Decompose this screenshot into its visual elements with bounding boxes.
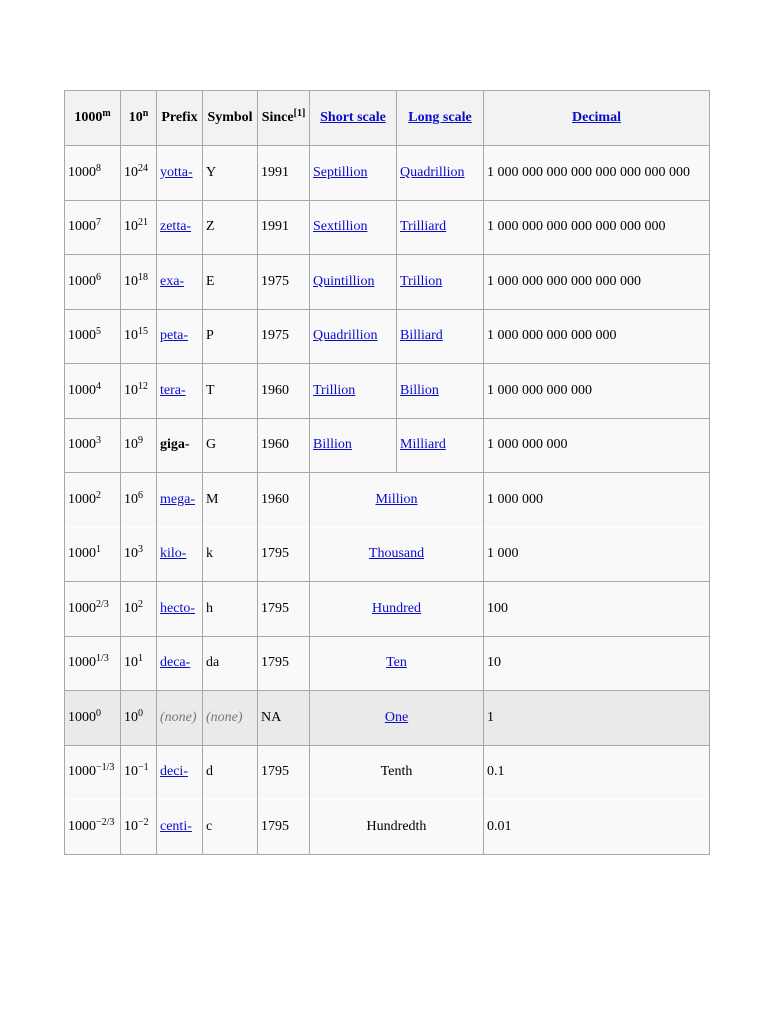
decimal-cell: 1 000 000 000 (484, 418, 710, 473)
power-10-cell: $10^{15}$ (121, 309, 157, 364)
power-10-cell: $10^{24}$ (121, 146, 157, 201)
short-scale-name-link[interactable]: Quadrillion (313, 328, 378, 344)
power-10-cell: $10^{21}$ (121, 200, 157, 255)
prefix-link[interactable]: hecto- (160, 600, 195, 616)
prefix-link[interactable]: exa- (160, 273, 185, 289)
prefix-cell: giga- (157, 418, 203, 473)
symbol-cell: E (203, 255, 258, 310)
since-cell: 1795 (258, 800, 310, 855)
power-10-cell: $10^6$ (121, 473, 157, 528)
prefix-link[interactable]: mega- (160, 491, 195, 507)
power-10-cell: $10^1$ (121, 636, 157, 691)
prefix-link[interactable]: yotta- (160, 164, 193, 180)
table-row (65, 582, 710, 637)
short-scale-cell (310, 418, 397, 473)
since-cell: 1795 (258, 582, 310, 637)
since-cell: 1795 (258, 527, 310, 582)
table-row (65, 364, 710, 419)
power-1000-cell: 1000$^8$ (65, 146, 121, 201)
symbol-cell: (none) (203, 691, 258, 746)
symbol-cell: c (203, 800, 258, 855)
power-1000-cell: $1000^{-1/3}$ (65, 745, 121, 800)
power-1000-cell: 1000$^3$ (65, 418, 121, 473)
power-10-cell: $10^2$ (121, 582, 157, 637)
header-row (65, 91, 710, 146)
since-cell: 1991 (258, 146, 310, 201)
header-short-scale (310, 91, 397, 146)
since-cell: 1960 (258, 364, 310, 419)
short-scale-name-link[interactable]: Quintillion (313, 273, 375, 289)
power-1000-cell: 1000$^5$ (65, 309, 121, 364)
decimal-cell: 10 (484, 636, 710, 691)
decimal-cell: 0.01 (484, 800, 710, 855)
prefix-cell (157, 745, 203, 800)
header-10n: 10$^n$ (121, 91, 157, 146)
long-scale-cell (397, 418, 484, 473)
power-10-cell: $10^{12}$ (121, 364, 157, 419)
long-scale-cell (397, 146, 484, 201)
table-row-highlighted (65, 691, 710, 746)
since-cell: 1795 (258, 636, 310, 691)
prefix-cell: (none) (157, 691, 203, 746)
since-cell: 1960 (258, 473, 310, 528)
long-scale-cell (397, 200, 484, 255)
short-scale-cell (310, 255, 397, 310)
decimal-cell: 1 000 000 000 000 000 000 000 000 (484, 146, 710, 201)
header-prefix: Prefix (157, 91, 203, 146)
scale-name-link[interactable]: Ten (386, 655, 407, 671)
decimal-cell: 1 000 000 000 000 000 (484, 309, 710, 364)
table-row (65, 146, 710, 201)
table-row (65, 200, 710, 255)
scale-name-cell: Tenth (310, 745, 484, 800)
scale-name-cell: Hundredth (310, 800, 484, 855)
long-scale-cell (397, 309, 484, 364)
scale-name-link[interactable]: One (384, 709, 409, 725)
power-1000-cell: $1000^{2/3}$ (65, 582, 121, 637)
scale-name-link[interactable]: Million (375, 491, 418, 507)
prefix-link[interactable]: centi- (160, 818, 192, 834)
prefix-link[interactable]: kilo- (160, 546, 187, 562)
prefix-link[interactable]: tera- (160, 382, 186, 398)
power-1000-cell: $1000^{-2/3}$ (65, 800, 121, 855)
long-scale-name-link[interactable]: Milliard (400, 437, 446, 453)
power-10-cell: $10^3$ (121, 527, 157, 582)
decimal-cell: 100 (484, 582, 710, 637)
symbol-cell: d (203, 745, 258, 800)
since-cell: 1975 (258, 309, 310, 364)
power-10-cell: $10^9$ (121, 418, 157, 473)
long-scale-cell (397, 364, 484, 419)
long-scale-name-link[interactable]: Billiard (400, 328, 443, 344)
symbol-cell: k (203, 527, 258, 582)
since-cell: 1991 (258, 200, 310, 255)
prefix-cell (157, 146, 203, 201)
short-scale-cell (310, 309, 397, 364)
prefix-cell (157, 800, 203, 855)
power-1000-cell: 1000$^2$ (65, 473, 121, 528)
short-scale-name-link[interactable]: Septillion (313, 164, 368, 180)
table-row (65, 800, 710, 855)
prefix-cell (157, 309, 203, 364)
scale-name-link[interactable]: Hundred (372, 600, 421, 616)
table-row (65, 473, 710, 528)
decimal-cell: 0.1 (484, 745, 710, 800)
table-row (65, 636, 710, 691)
short-scale-name-link[interactable]: Billion (313, 437, 352, 453)
prefix-link[interactable]: peta- (160, 328, 188, 344)
decimal-cell: 1 000 (484, 527, 710, 582)
symbol-cell: da (203, 636, 258, 691)
short-scale-cell (310, 200, 397, 255)
since-cell: 1795 (258, 745, 310, 800)
table-row (65, 745, 710, 800)
prefix-cell (157, 636, 203, 691)
power-10-cell: $10^{-1}$ (121, 745, 157, 800)
power-10-cell: $10^{18}$ (121, 255, 157, 310)
long-scale-cell (397, 255, 484, 310)
short-scale-name-link[interactable]: Trillion (313, 382, 356, 398)
power-1000-cell: $1000^{1/3}$ (65, 636, 121, 691)
scale-name-cell (310, 473, 484, 528)
long-scale-name-link[interactable]: Trillion (400, 273, 443, 289)
symbol-cell: T (203, 364, 258, 419)
prefix-cell (157, 582, 203, 637)
decimal-cell: 1 000 000 000 000 000 000 000 (484, 200, 710, 255)
prefix-link[interactable]: deca- (160, 655, 191, 671)
decimal-cell: 1 000 000 000 000 (484, 364, 710, 419)
symbol-cell: Y (203, 146, 258, 201)
since-cell: NA (258, 691, 310, 746)
decimal-cell: 1 000 000 (484, 473, 710, 528)
prefix-link[interactable]: deci- (160, 764, 188, 780)
header-symbol: Symbol (203, 91, 258, 146)
long-scale-name-link[interactable]: Quadrillion (400, 164, 465, 180)
scale-name-link[interactable]: Thousand (368, 546, 425, 562)
decimal-link[interactable]: Decimal (572, 110, 621, 125)
decimal-cell: 1 000 000 000 000 000 000 (484, 255, 710, 310)
since-cell: 1975 (258, 255, 310, 310)
prefix-cell (157, 527, 203, 582)
power-1000-cell: 1000$^6$ (65, 255, 121, 310)
table-row (65, 255, 710, 310)
power-1000-cell: 1000$^1$ (65, 527, 121, 582)
short-scale-cell (310, 146, 397, 201)
prefix-cell (157, 200, 203, 255)
si-prefix-table (64, 90, 710, 855)
power-1000-cell: 1000$^7$ (65, 200, 121, 255)
power-1000-cell: 1000$^0$ (65, 691, 121, 746)
header-1000m: 1000$^m$ (65, 91, 121, 146)
symbol-cell: P (203, 309, 258, 364)
prefix-cell (157, 255, 203, 310)
power-10-cell: $10^0$ (121, 691, 157, 746)
prefix-cell (157, 473, 203, 528)
short-scale-cell (310, 364, 397, 419)
symbol-cell: h (203, 582, 258, 637)
prefix-link[interactable]: zetta- (160, 219, 192, 235)
table-row (65, 418, 710, 473)
scale-name-cell (310, 582, 484, 637)
power-1000-cell: 1000$^4$ (65, 364, 121, 419)
header-decimal (484, 91, 710, 146)
since-cell: 1960 (258, 418, 310, 473)
header-since: Since[1] (258, 91, 310, 146)
symbol-cell: Z (203, 200, 258, 255)
symbol-cell: M (203, 473, 258, 528)
short-scale-link[interactable]: Short scale (320, 110, 386, 125)
power-10-cell: $10^{-2}$ (121, 800, 157, 855)
scale-name-cell (310, 691, 484, 746)
long-scale-name-link[interactable]: Billion (400, 382, 439, 398)
long-scale-link[interactable]: Long scale (408, 110, 472, 125)
table-row (65, 309, 710, 364)
table-row (65, 527, 710, 582)
decimal-cell: 1 (484, 691, 710, 746)
prefix-cell (157, 364, 203, 419)
long-scale-name-link[interactable]: Trilliard (400, 219, 447, 235)
scale-name-cell (310, 527, 484, 582)
short-scale-name-link[interactable]: Sextillion (313, 219, 368, 235)
scale-name-cell (310, 636, 484, 691)
header-long-scale (397, 91, 484, 146)
symbol-cell: G (203, 418, 258, 473)
